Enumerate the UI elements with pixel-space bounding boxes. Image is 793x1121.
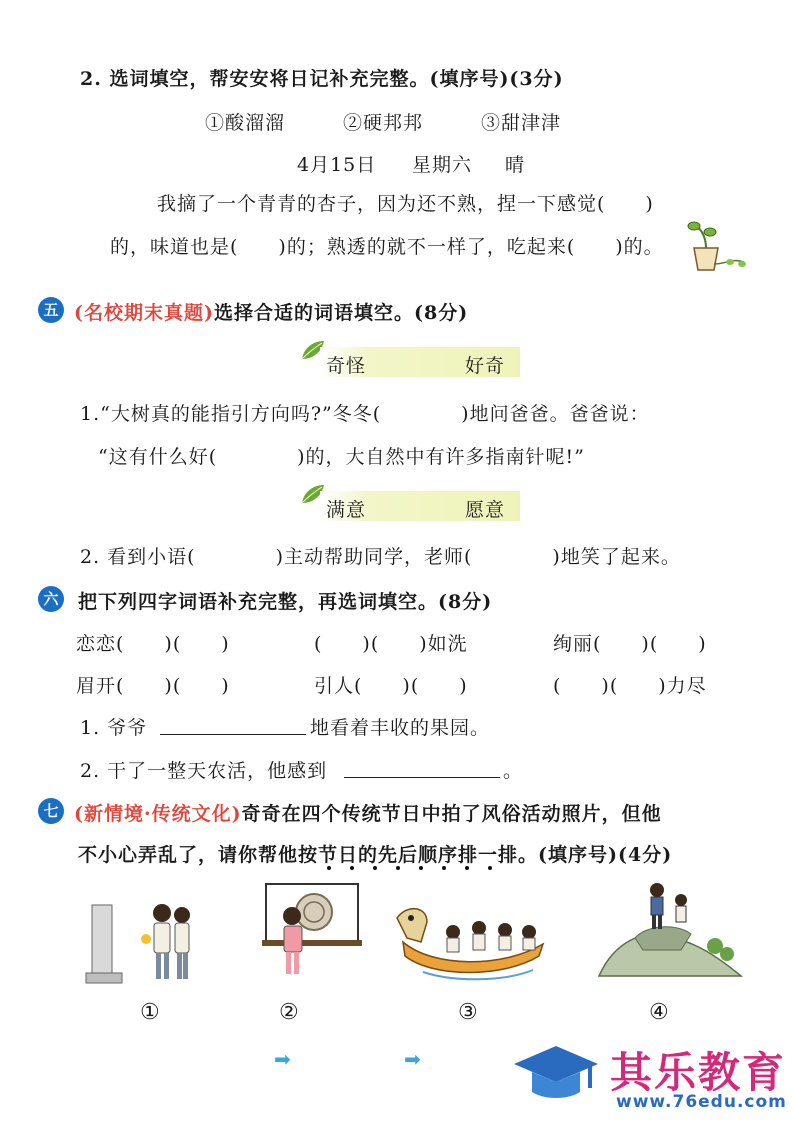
q2-option-1: ①酸溜溜 — [205, 112, 286, 134]
word-bank-1-word-2: 好奇 — [465, 355, 506, 377]
dragon-boat-illustration — [393, 898, 553, 983]
picture-label-4: ④ — [649, 1000, 669, 1025]
diary-weather: 晴 — [505, 154, 526, 176]
sec6-q2-prefix: 2. 干了一整天农活，他感到 — [80, 760, 328, 782]
section-5-tag: (名校期末真题) — [74, 302, 214, 324]
sec6-q1-suffix: 地看着丰收的果园。 — [310, 717, 491, 739]
sec6-q1-prefix: 1. 爷爷 — [80, 717, 148, 739]
idiom-5: 引人( )( ) — [314, 675, 468, 697]
diary-date: 4月15日 — [297, 154, 377, 176]
word-bank-1 — [320, 347, 520, 377]
word-bank-2 — [320, 491, 520, 521]
diary-weekday: 星期六 — [412, 154, 473, 176]
emphasis-dot — [327, 866, 331, 870]
emphasis-dot — [396, 866, 400, 870]
q2-option-2: ②硬邦邦 — [343, 112, 424, 134]
picture-label-2: ② — [279, 1000, 299, 1025]
watermark-brand: 其乐教育 — [610, 1048, 787, 1097]
emphasis-dot — [373, 866, 377, 870]
section-6-badge: 六 — [38, 586, 64, 612]
section-7-tag: (新情境·传统文化) — [74, 803, 242, 825]
potted-plant-icon — [680, 218, 750, 274]
q2-title: 2. 选词填空，帮安安将日记补充完整。(填序号)(3分) — [80, 68, 564, 90]
order-arrow-icon: ➡ — [404, 1047, 421, 1071]
picture-label-1: ① — [140, 1000, 160, 1025]
section-5-heading — [74, 298, 468, 325]
section-7-title-line-2: 不小心弄乱了，请你帮他按节日的先后顺序排一排。(填序号)(4分) — [78, 844, 673, 866]
emphasis-dot — [488, 866, 492, 870]
paper-cut-window-illustration — [262, 880, 362, 980]
sec5-q1-line-2: “这有什么好( )的，大自然中有许多指南针呢!” — [98, 446, 585, 468]
order-arrow-icon: ➡ — [274, 1047, 291, 1071]
q2-option-3: ③甜津津 — [481, 112, 562, 134]
sec5-q1-line-1: 1.“大树真的能指引方向吗?”冬冬( )地问爸爸。爸爸说： — [80, 403, 650, 425]
tomb-sweeping-illustration — [84, 895, 214, 990]
word-bank-1-word-1: 奇怪 — [326, 355, 367, 377]
sec5-q2-line: 2. 看到小语( )主动帮助同学，老师( )地笑了起来。 — [80, 546, 681, 568]
picture-label-3: ③ — [458, 1000, 478, 1025]
sec6-q2-suffix: 。 — [503, 760, 524, 782]
graduation-cap-logo — [510, 1040, 602, 1110]
emphasis-dot — [419, 866, 423, 870]
word-bank-2-word-2: 愿意 — [465, 499, 506, 521]
idiom-4: 眉开( )( ) — [76, 675, 230, 697]
emphasis-dot — [350, 866, 354, 870]
section-7-title-line-1: 奇奇在四个传统节日中拍了风俗活动照片，但他 — [241, 803, 662, 825]
sec6-q2-blank[interactable] — [344, 777, 500, 778]
section-7-badge: 七 — [38, 798, 64, 824]
sec6-q1-blank[interactable] — [160, 734, 306, 735]
section-7-heading-line-1 — [74, 799, 662, 826]
idiom-3: 绚丽( )( ) — [553, 633, 707, 655]
section-5-title: 选择合适的词语填空。(8分) — [213, 302, 469, 324]
emphasis-dot — [465, 866, 469, 870]
watermark-url: www.76edu.com — [616, 1092, 787, 1112]
mountain-climbing-illustration — [595, 880, 745, 980]
emphasis-dot — [442, 866, 446, 870]
word-bank-2-word-1: 满意 — [326, 499, 367, 521]
diary-line-2: 的，味道也是( )的；熟透的就不一样了，吃起来( )的。 — [110, 236, 664, 258]
idiom-2: ( )( )如洗 — [314, 633, 468, 655]
section-6-title: 把下列四字词语补充完整，再选词填空。(8分) — [78, 591, 493, 613]
idiom-1: 恋恋( )( ) — [76, 633, 230, 655]
idiom-6: ( )( )力尽 — [553, 675, 707, 697]
section-5-badge: 五 — [38, 297, 64, 323]
diary-line-1: 我摘了一个青青的杏子，因为还不熟，捏一下感觉( ) — [157, 193, 654, 215]
